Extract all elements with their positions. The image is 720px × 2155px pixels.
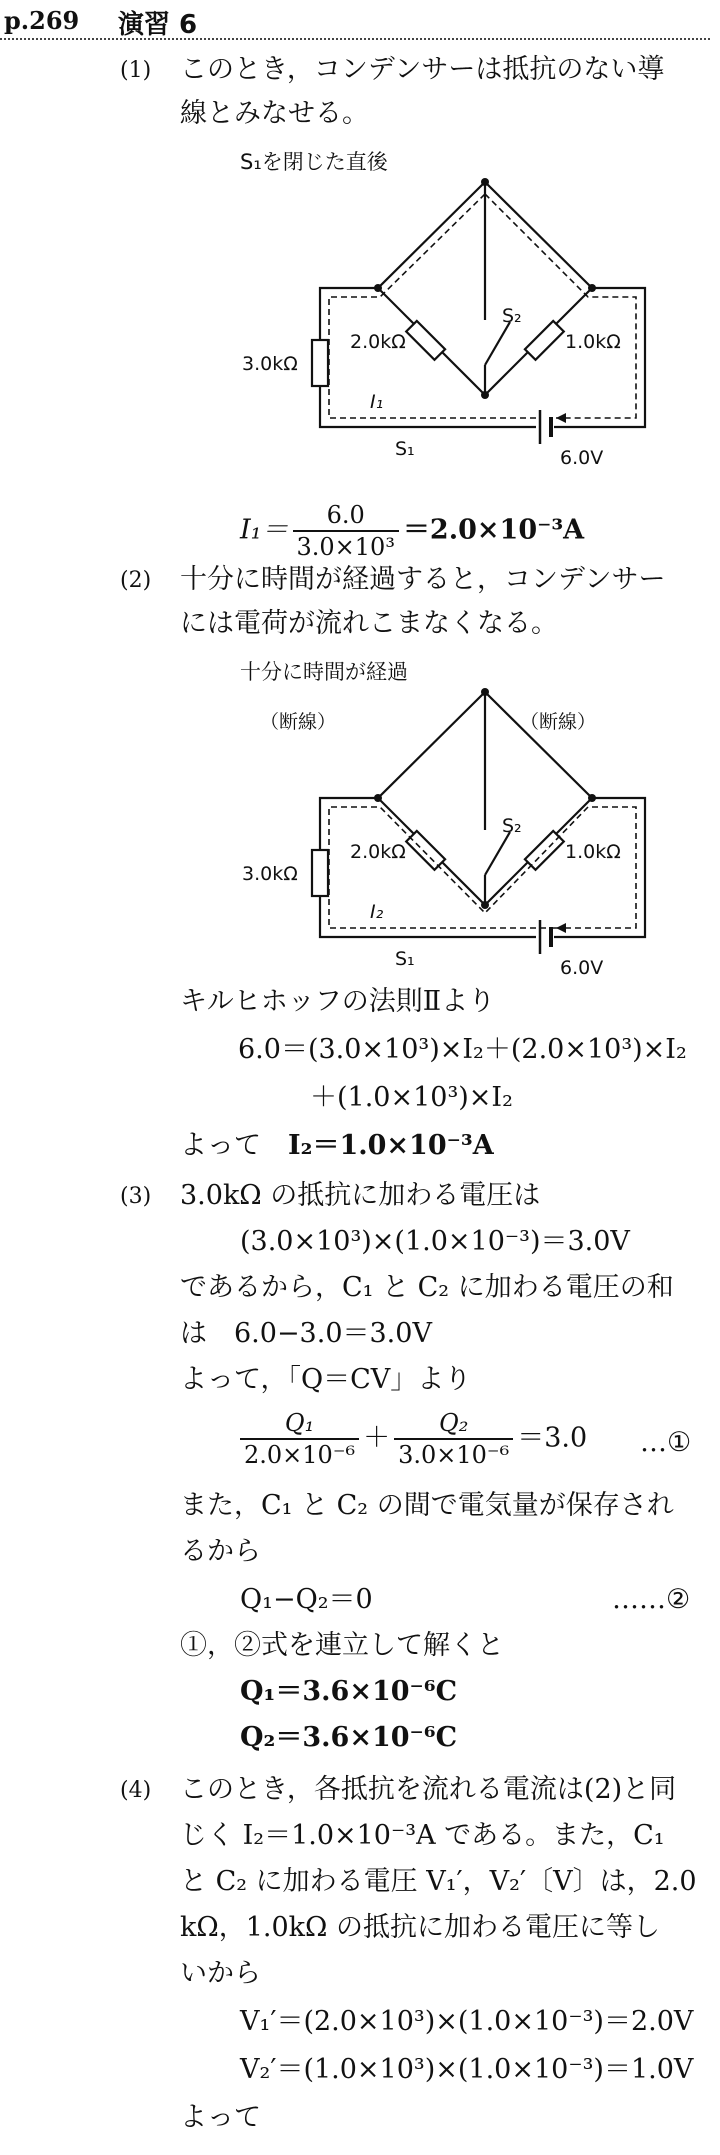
resistor-3k-2 bbox=[312, 850, 328, 896]
fraction-q1 bbox=[240, 1408, 359, 1470]
label-s1: S₁ bbox=[395, 948, 415, 970]
kirchhoff-eq-line2: ＋(1.0×10³)×I₂ bbox=[310, 1082, 513, 1113]
problem-4-text-line4: kΩ，1.0kΩ の抵抗に加わる電圧に等し bbox=[180, 1912, 661, 1943]
circuit-1-diagram bbox=[220, 170, 660, 475]
label-1k: 1.0kΩ bbox=[565, 841, 621, 863]
problem-3-text-line1: 3.0kΩ の抵抗に加わる電圧は bbox=[180, 1180, 541, 1211]
eq-i1-den: 3.0×10³ bbox=[293, 530, 399, 562]
resistor-1k-2 bbox=[525, 831, 564, 870]
eq-i1-result: ＝2.0×10⁻³A bbox=[402, 514, 585, 546]
eq-mark-1: …① bbox=[640, 1427, 692, 1458]
fraction-q1-num: Q₁ bbox=[284, 1409, 315, 1437]
label-3k: 3.0kΩ bbox=[242, 353, 298, 375]
eq-i1-num: 6.0 bbox=[326, 501, 365, 529]
label-open-right: （断線） bbox=[520, 711, 597, 733]
problem-4-text-line1: このとき，各抵抗を流れる電流は(2)と同 bbox=[180, 1774, 677, 1805]
eq-rhs: ＝3.0 bbox=[517, 1422, 588, 1454]
problem-4-text-line5: いから bbox=[180, 1958, 261, 1989]
label-2k: 2.0kΩ bbox=[350, 331, 406, 353]
problem-2-text-line1: 十分に時間が経過すると，コンデンサー bbox=[180, 564, 666, 595]
problem-4-number: (4) bbox=[120, 1778, 152, 1803]
current-arrow-icon bbox=[556, 413, 566, 423]
problem-3-text-line3: は 6.0−3.0＝3.0V bbox=[180, 1318, 432, 1349]
circuit-2-caption: 十分に時間が経過 bbox=[240, 660, 408, 684]
label-s2: S₂ bbox=[502, 305, 522, 327]
problem-4-text-line6: よって bbox=[180, 2102, 261, 2133]
fraction-q1-den: 2.0×10⁻⁶ bbox=[240, 1438, 359, 1470]
resistor-1k-1 bbox=[525, 321, 564, 360]
fraction-q2-num: Q₂ bbox=[439, 1409, 469, 1437]
exercise-title: 演習 6 bbox=[118, 10, 198, 40]
label-2k: 2.0kΩ bbox=[350, 841, 406, 863]
fraction-q2 bbox=[394, 1408, 513, 1470]
problem-2-text-line3: キルヒホッフの法則Ⅱより bbox=[180, 986, 496, 1017]
header-rule bbox=[0, 38, 710, 40]
label-1k: 1.0kΩ bbox=[565, 331, 621, 353]
voltage-eq-v1: V₁′＝(2.0×10³)×(1.0×10⁻³)＝2.0V bbox=[240, 2006, 694, 2037]
result-prefix: よって bbox=[180, 1130, 261, 1161]
eq-mark-2: ……② bbox=[612, 1584, 691, 1615]
problem-1-number: (1) bbox=[120, 58, 152, 83]
current-arrow-icon bbox=[556, 923, 566, 933]
label-open-left: （断線） bbox=[260, 711, 337, 733]
problem-4-text-line2: じく I₂＝1.0×10⁻³A である。また，C₁ bbox=[180, 1820, 665, 1851]
eq-i1-fraction bbox=[293, 500, 399, 562]
problem-4-text-line3: と C₂ に加わる電圧 V₁′，V₂′〔V〕は，2.0 bbox=[180, 1866, 697, 1897]
problem-3-text-line2: であるから，C₁ と C₂ に加わる電圧の和 bbox=[180, 1272, 674, 1303]
label-i2: I₂ bbox=[370, 901, 384, 923]
capacitor-eq bbox=[236, 1408, 587, 1470]
fraction-q2-den: 3.0×10⁻⁶ bbox=[394, 1438, 513, 1470]
problem-3-text-line5: また，C₁ と C₂ の間で電気量が保存され bbox=[180, 1490, 674, 1521]
resistor-3k-1 bbox=[312, 340, 328, 386]
label-6v: 6.0V bbox=[560, 957, 604, 979]
voltage-eq-v2: V₂′＝(1.0×10³)×(1.0×10⁻³)＝1.0V bbox=[240, 2054, 694, 2085]
label-3k: 3.0kΩ bbox=[242, 863, 298, 885]
label-i1: I₁ bbox=[370, 391, 384, 413]
problem-2-result bbox=[180, 1128, 494, 1164]
problem-3-text-line6: るから bbox=[180, 1536, 261, 1567]
resistor-2k-2 bbox=[406, 831, 445, 870]
problem-2-number: (2) bbox=[120, 568, 152, 593]
page-number: p.269 bbox=[4, 6, 80, 35]
problem-1-text-line2: 線とみなせる。 bbox=[180, 98, 369, 129]
problem-3-text-line4: よって，「Q＝CV」より bbox=[180, 1364, 472, 1395]
charge-conservation-eq: Q₁−Q₂＝0 bbox=[240, 1584, 373, 1615]
problem-3-eq1: (3.0×10³)×(1.0×10⁻³)＝3.0V bbox=[240, 1226, 630, 1257]
circuit-2-diagram bbox=[220, 680, 660, 980]
label-s1: S₁ bbox=[395, 438, 415, 460]
label-6v: 6.0V bbox=[560, 447, 604, 469]
problem-1-text-line1: このとき，コンデンサーは抵抗のない導 bbox=[180, 54, 665, 85]
kirchhoff-eq-line1: 6.0＝(3.0×10³)×I₂＋(2.0×10³)×I₂ bbox=[238, 1034, 687, 1065]
circuit-1-caption: S₁を閉じた直後 bbox=[240, 150, 388, 174]
problem-3-number: (3) bbox=[120, 1184, 152, 1209]
current-path-1 bbox=[329, 194, 636, 418]
answer-q1: Q₁＝3.6×10⁻⁶C bbox=[240, 1676, 458, 1707]
plus-sign: ＋ bbox=[363, 1422, 391, 1454]
resistor-2k-1 bbox=[406, 321, 445, 360]
answer-q2: Q₂＝3.6×10⁻⁶C bbox=[240, 1722, 458, 1753]
eq-i1-lhs: I₁＝ bbox=[240, 514, 289, 546]
problem-3-text-line7: ①，②式を連立して解くと bbox=[180, 1630, 504, 1661]
problem-2-text-line2: には電荷が流れこまなくなる。 bbox=[180, 608, 558, 639]
result-i2: I₂＝1.0×10⁻³A bbox=[288, 1130, 494, 1161]
label-s2: S₂ bbox=[502, 815, 522, 837]
page-header bbox=[0, 0, 720, 40]
eq-i1 bbox=[240, 500, 584, 562]
